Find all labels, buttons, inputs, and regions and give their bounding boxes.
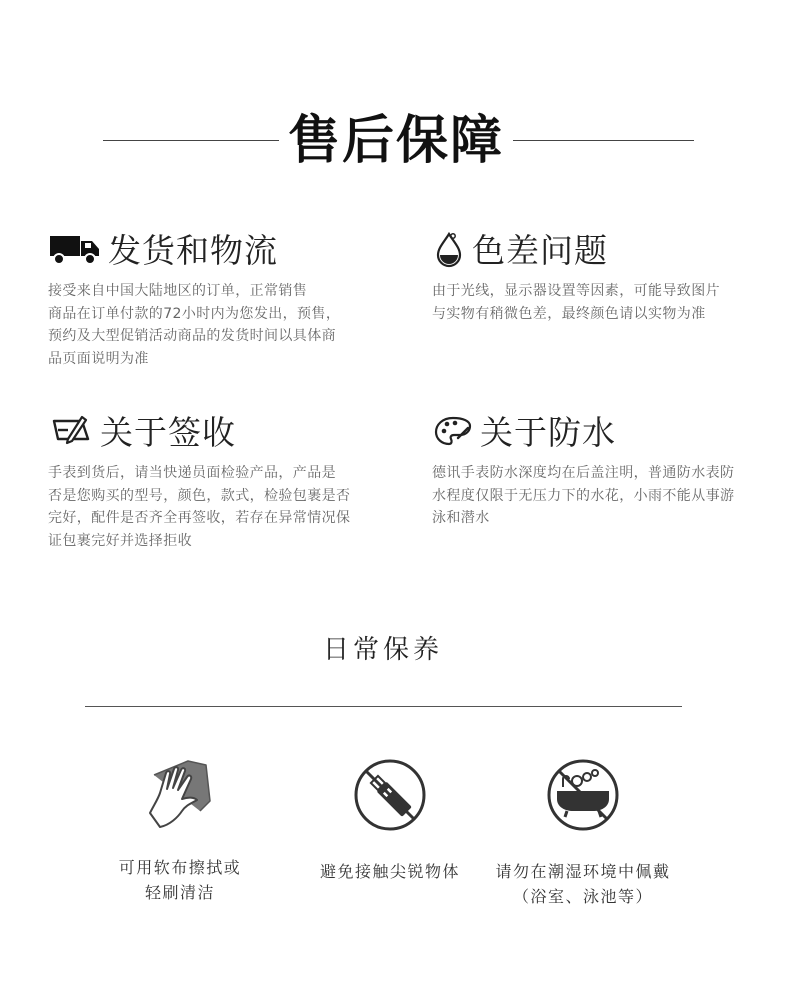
section-body (48, 280, 340, 370)
body-line: 水程度仅限于无压力下的水花，小雨不能从事游 (432, 487, 735, 504)
sign-edit-icon (48, 413, 94, 453)
care-item-no-sharp (280, 755, 500, 884)
page-title: 售后保障 (287, 111, 504, 171)
body-line: 手表到货后，请当快递员面检验产品，产品是 (48, 465, 336, 481)
water-drop-icon (432, 230, 466, 272)
body-line: 接受来自中国大陆地区的订单，正常销售 (48, 283, 308, 299)
no-sharp-objects-icon (280, 755, 500, 839)
no-bathing-icon (473, 755, 693, 839)
care-divider (85, 706, 682, 707)
section-signing (48, 410, 350, 552)
body-line: 证包裹完好并选择拒收 (48, 532, 192, 549)
care-item-cloth (70, 755, 290, 905)
section-title: 发货和物流 (108, 231, 278, 270)
section-shipping (48, 228, 340, 370)
palette-icon (432, 414, 474, 452)
body-line: 商品在订单付款的72小时内为您发出，预售， (48, 305, 341, 322)
body-line: 品页面说明为准 (48, 350, 149, 367)
section-body (432, 280, 720, 325)
body-line: 预约及大型促销活动商品的发货时间以具体商 (48, 328, 336, 344)
care-item-no-bath (473, 755, 693, 909)
title-block (0, 108, 800, 174)
section-waterproof (432, 410, 734, 530)
title-divider-right (513, 140, 694, 141)
section-title: 色差问题 (472, 231, 608, 270)
truck-icon (48, 231, 102, 271)
care-text-line: （浴室、泳池等） (512, 887, 653, 906)
section-title: 关于签收 (100, 413, 236, 452)
care-text-line: 避免接触尖锐物体 (319, 862, 460, 881)
body-line: 否是您购买的型号，颜色，款式，检验包裹是否 (48, 487, 351, 504)
care-title: 日常保养 (322, 635, 443, 665)
care-text (473, 859, 693, 909)
body-line: 完好，配件是否齐全再签收，若存在异常情况保 (48, 510, 351, 526)
care-text (280, 859, 500, 884)
body-line: 与实物有稍微色差，最终颜色请以实物为准 (432, 305, 706, 322)
body-line: 德讯手表防水深度均在后盖注明，普通防水表防 (432, 465, 735, 481)
body-line: 由于光线，显示器设置等因素，可能导致图片 (432, 283, 720, 299)
cloth-hand-icon (140, 755, 220, 835)
body-line: 泳和潜水 (432, 510, 490, 526)
care-text-line: 轻刷清洁 (144, 883, 215, 902)
care-text-line: 请勿在潮湿环境中佩戴 (495, 862, 671, 881)
section-color-difference (432, 228, 720, 325)
section-title: 关于防水 (480, 413, 616, 452)
section-body (48, 462, 350, 552)
care-text-line: 可用软布擦拭或 (118, 858, 242, 877)
care-text (70, 855, 290, 905)
title-divider-left (103, 140, 279, 141)
section-body (432, 462, 734, 530)
